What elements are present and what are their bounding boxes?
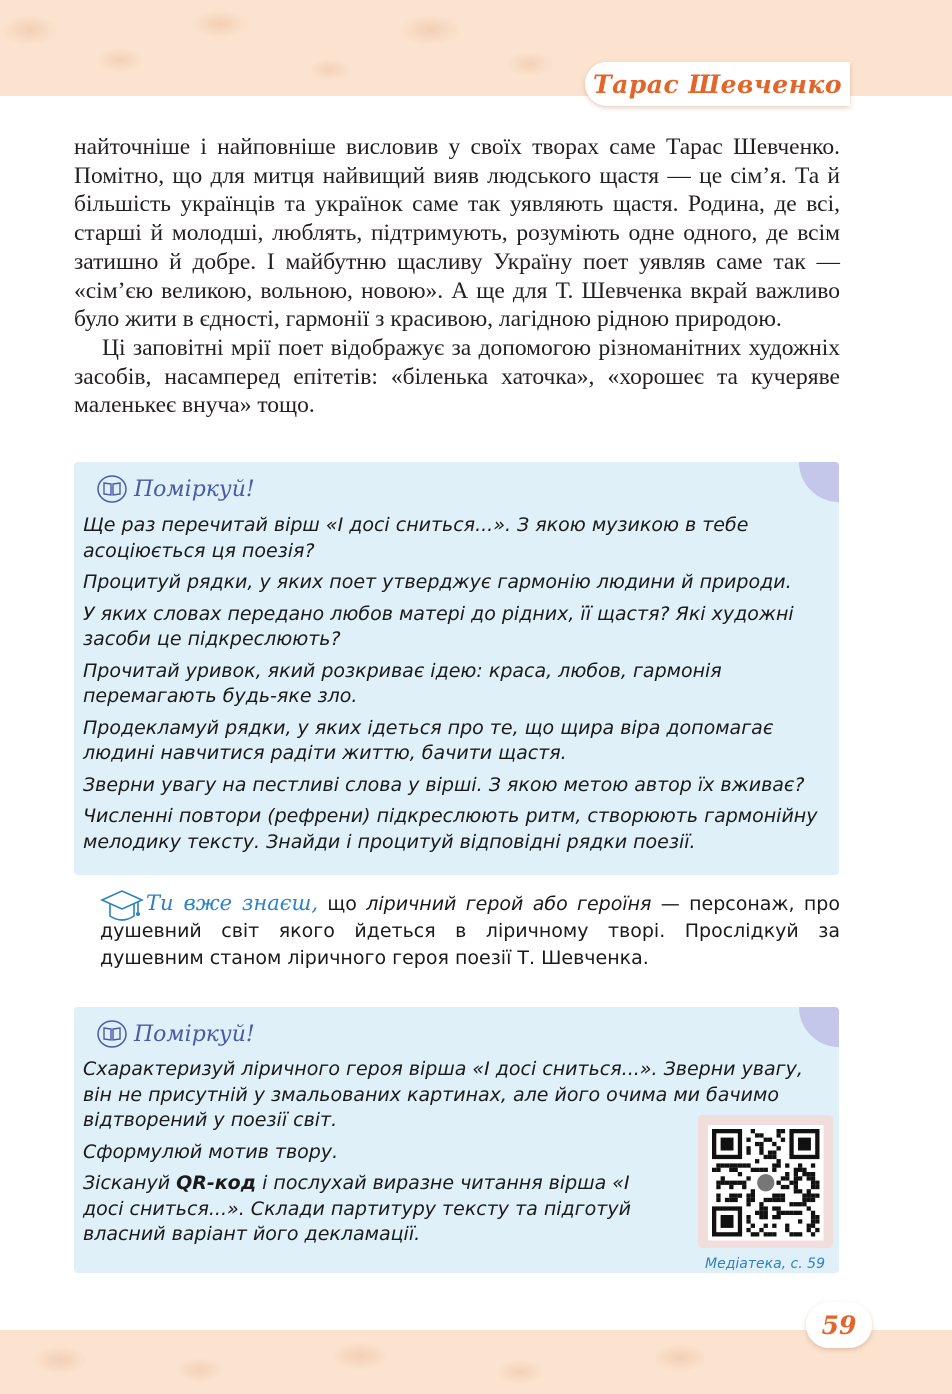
list-item-text: Ще раз перечитай вірш «І досі сниться...». З якою музикою в тебе асоціюється ця поезія? bbox=[83, 514, 749, 562]
page-number: 59 bbox=[821, 1310, 857, 1340]
body-text bbox=[74, 133, 840, 420]
qr-code-term: QR-код bbox=[176, 1172, 257, 1194]
body-paragraph: Ці заповітні мрії поет відображує за допомогою різноманітних художніх засобів, насамперед епітетів: «біленька хаточка», «хорошеє та кучеряве маленькеє внуча» тощо. bbox=[74, 334, 840, 419]
list-item bbox=[74, 1171, 673, 1248]
list-item-text: Схарактеризуй ліричного героя вірша «І досі сниться...». Зверни увагу, він не присутній у змальованих картинах, але його очима ми бачимо відтворений у поезії світ. bbox=[83, 1058, 803, 1131]
list-item-text: Зіскануй bbox=[83, 1172, 177, 1194]
list-item bbox=[74, 1057, 803, 1134]
list-item bbox=[74, 804, 818, 855]
page-number-tab bbox=[806, 1302, 872, 1348]
box-corner-decoration bbox=[799, 462, 839, 502]
box-corner-decoration bbox=[799, 1007, 839, 1047]
think-box-title-text: Поміркуй! bbox=[134, 1021, 255, 1047]
qr-code-panel[interactable] bbox=[698, 1115, 833, 1248]
qr-code-icon[interactable] bbox=[698, 1115, 833, 1248]
list-item-text: У яких словах передано любов матері до рідних, її щастя? Які художні засоби це підкреслюють? bbox=[83, 602, 794, 650]
chapter-header-tab bbox=[585, 62, 850, 106]
think-list bbox=[74, 513, 839, 861]
info-block bbox=[100, 890, 840, 972]
info-lead: Ти вже знаєш, bbox=[146, 891, 319, 915]
list-item-text: Прочитай уривок, який розкриває ідею: краса, любов, гармонія перемагають будь-яке зло. bbox=[83, 659, 722, 707]
info-text: — персонаж, про душевний світ якого йдеться в ліричному творі. Прослідкуй за душевним станом ліричного героя поезії Т. Шевченка. bbox=[100, 893, 840, 969]
list-item bbox=[74, 602, 818, 653]
info-term: ліричний герой або героїня bbox=[366, 893, 652, 915]
list-item bbox=[74, 570, 818, 596]
think-box-title bbox=[96, 474, 255, 504]
chapter-title: Тарас Шевченко bbox=[592, 69, 843, 99]
list-item-text: Сформулюй мотив твору. bbox=[83, 1140, 339, 1163]
list-item-text: Численні повтори (рефрени) підкреслюють ритм, створюють гармонійну мелодику тексту. Знайди і процитуй відповідні рядки поезії. bbox=[83, 805, 818, 853]
book-icon bbox=[96, 1019, 128, 1049]
list-item bbox=[74, 1140, 683, 1166]
list-item bbox=[74, 659, 818, 710]
think-box bbox=[74, 462, 839, 875]
list-item bbox=[74, 716, 818, 767]
body-paragraph: найточніше і найповніше висловив у своїх творах саме Тарас Шевченко. Помітно, що для митця найвищий вияв людського щастя — це сім’я. Та й більшість українців та українок саме так уявляють щастя. Родина, де всі, старші й молодші, люблять, підтримують, розуміють одне одного, де всім затишно й добре. І майбутню щасливу Україну поет уявляв саме так — «сім’єю великою, вольною, новою». А ще для Т. Шевченка вкрай важливо було жити в єдності, гармонії з красивою, лагідною рідною природою. bbox=[74, 134, 840, 333]
list-item-text: Процитуй рядки, у яких поет утверджує гармонію людини й природи. bbox=[83, 571, 792, 593]
list-item bbox=[74, 513, 818, 564]
list-item-text: Продекламуй рядки, у яких ідеться про те, що щира віра допомагає людині навчитися радіти життю, бачити щастя. bbox=[83, 716, 774, 764]
list-item bbox=[74, 773, 818, 799]
book-icon bbox=[96, 474, 128, 504]
think-box-title bbox=[96, 1019, 255, 1049]
list-item-text: Зверни увагу на пестливі слова у вірші. З якою метою автор їх вживає? bbox=[83, 773, 805, 796]
think-box-title-text: Поміркуй! bbox=[134, 476, 255, 502]
info-text: що bbox=[318, 893, 367, 915]
list-item-text: і послухай виразне читання вірша «І досі сниться...». Склади партитуру тексту та підготуй власний варіант його декламації. bbox=[83, 1172, 631, 1245]
footer-ornament-band bbox=[0, 1330, 952, 1394]
qr-caption[interactable]: Медіатека, с. 59 bbox=[705, 1256, 825, 1272]
